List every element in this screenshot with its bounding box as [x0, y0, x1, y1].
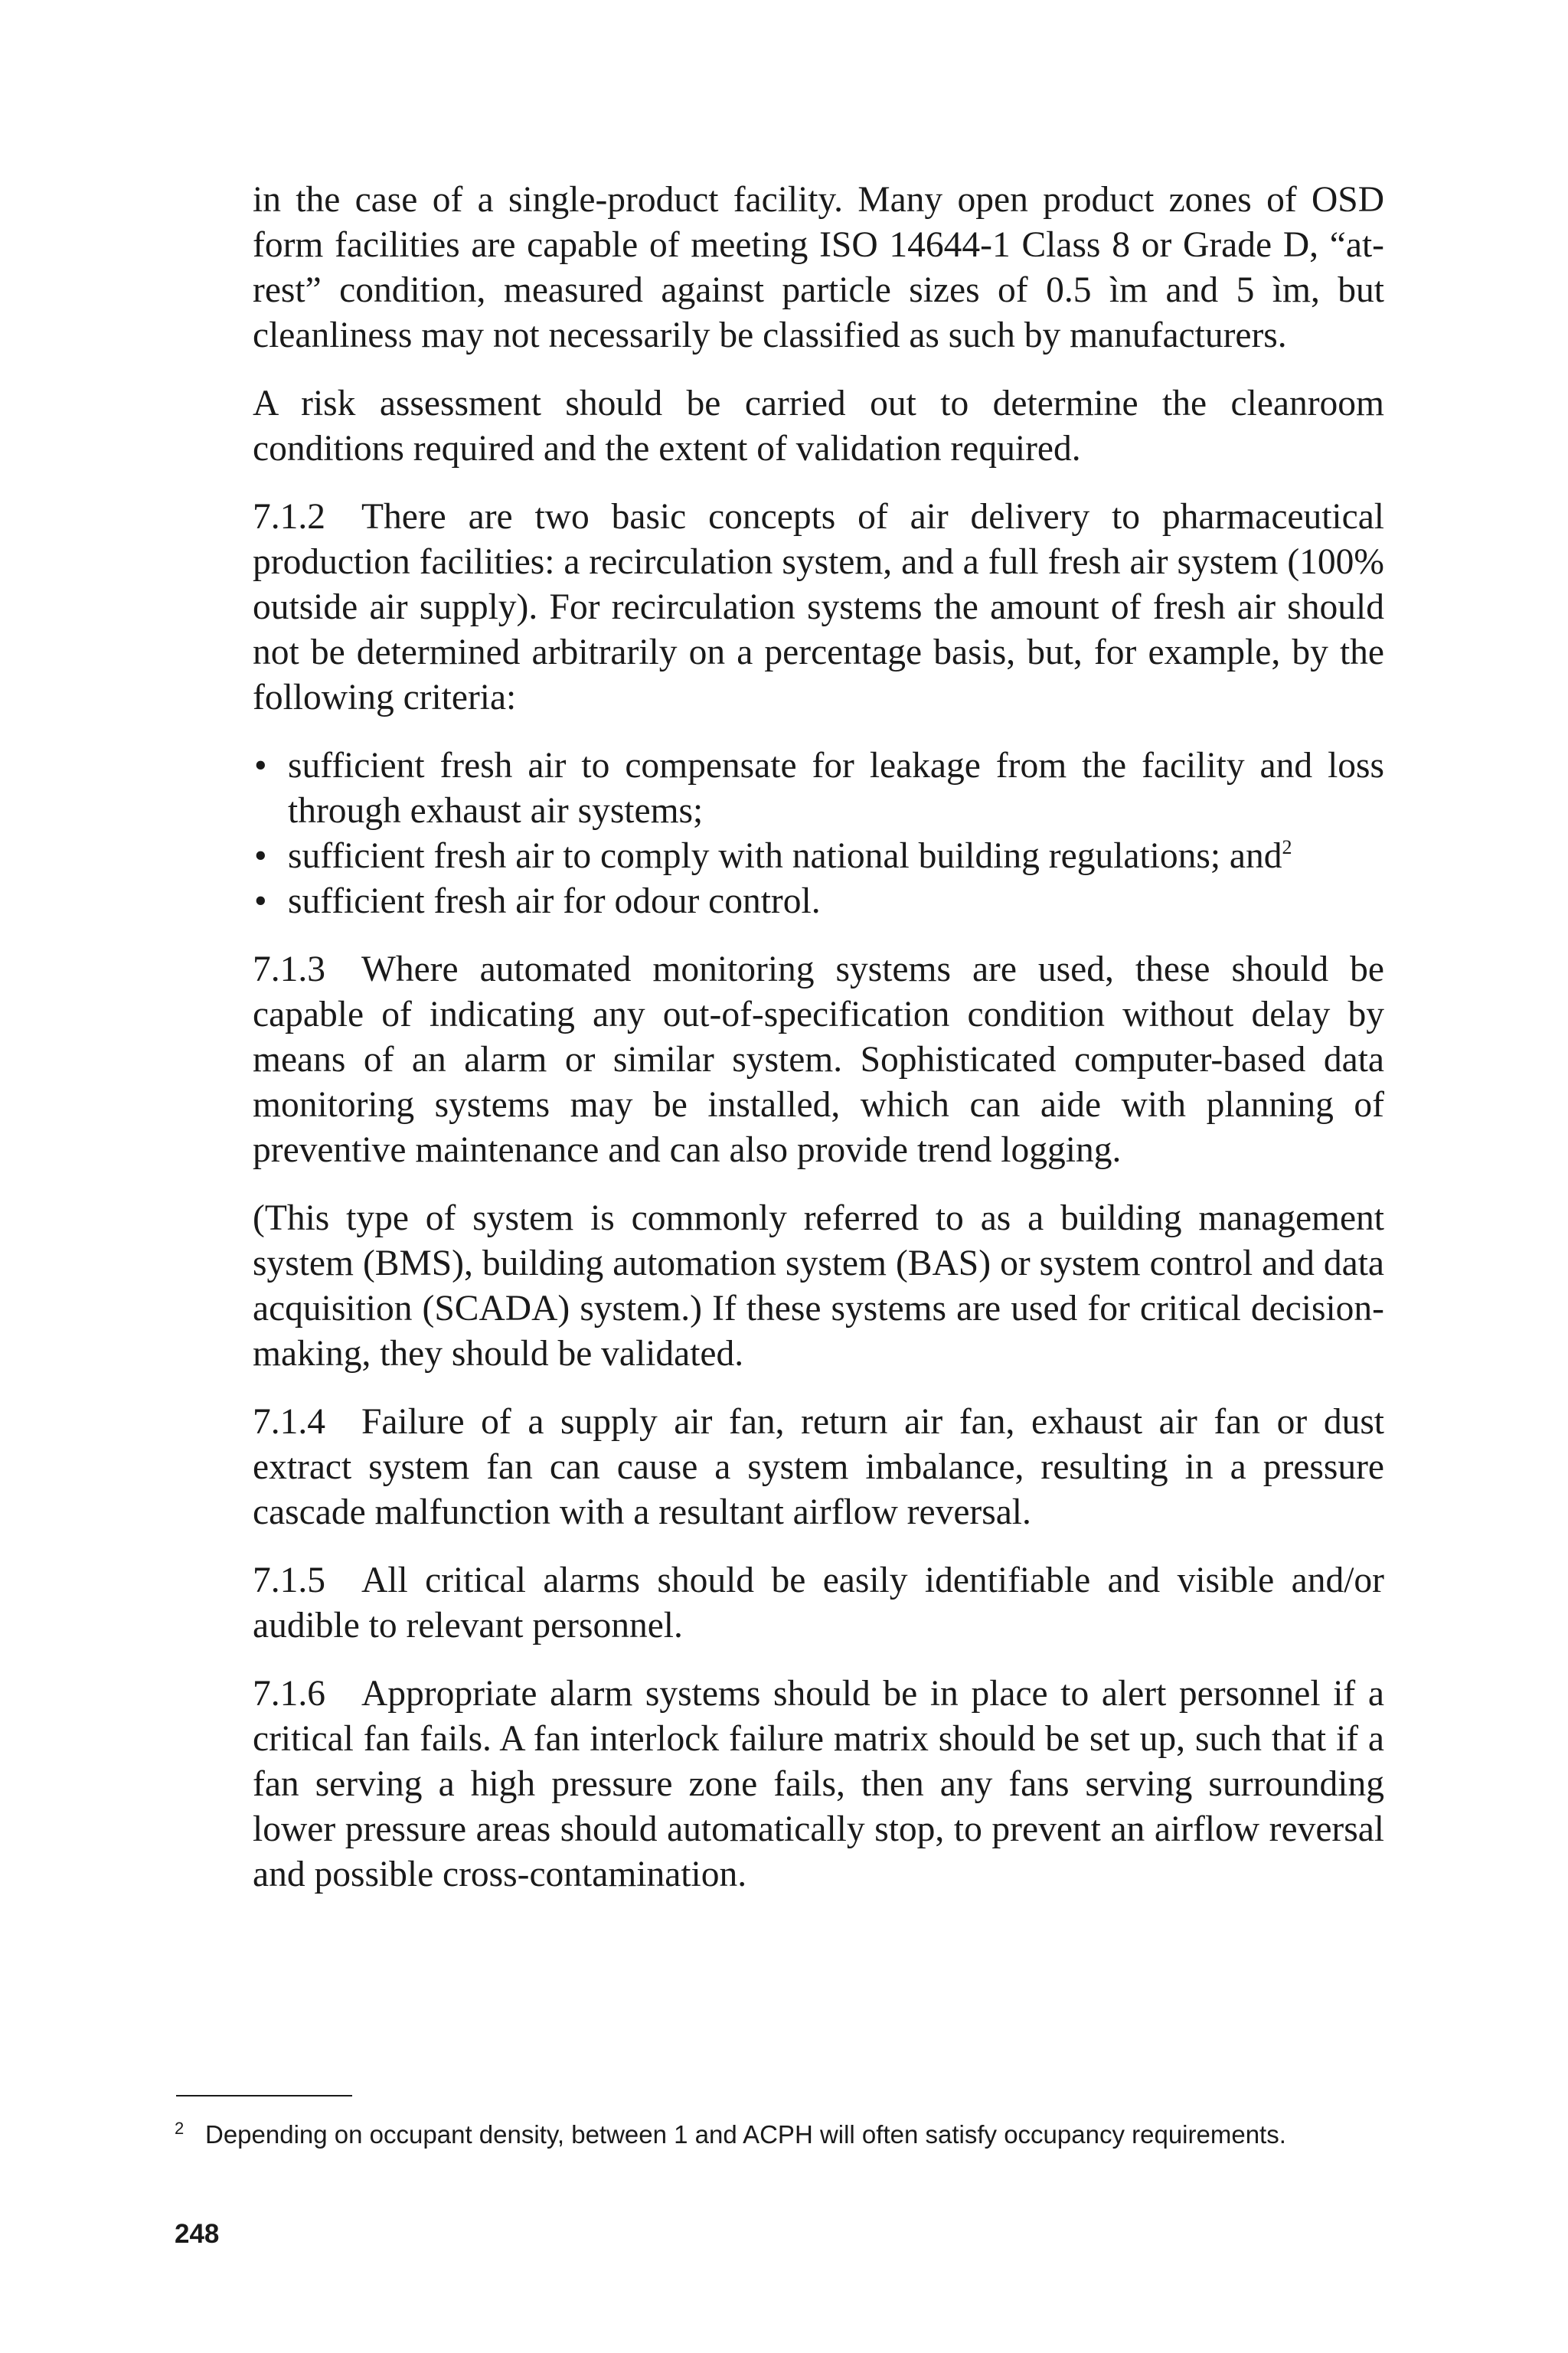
section-text: Appropriate alarm systems should be in place to alert personnel if a critical fan fails. A fan interlock failure matrix should be set up, such that if a fan serving a high pressure zone fails, then any fans serving surrounding lower pressure areas should automatically stop, to prevent an airflow reversal and possible cross-contamination. — [253, 1674, 1384, 1894]
paragraph-text: (This type of system is commonly referred to as a building management system (BMS), building automation system (BAS) or system control and data acquisition (SCADA) system.) If these systems are used for critical decision-making, they should be validated. — [253, 1198, 1384, 1374]
section-7-1-6 — [253, 1672, 1384, 1897]
section-7-1-4 — [253, 1400, 1384, 1535]
footnote: 2 Depending on occupant density, between 1 and ACPH will often satisfy occupancy requirements. — [175, 2119, 1286, 2149]
section-7-1-2 — [253, 495, 1384, 721]
list-item — [253, 879, 1384, 924]
paragraph-text: A risk assessment should be carried out to determine the cleanroom conditions required and the extent of validation required. — [253, 384, 1384, 469]
list-item-text: sufficient fresh air to compensate for leakage from the facility and loss through exhaust air systems; — [288, 746, 1384, 831]
list-item — [253, 743, 1384, 834]
paragraph-text: in the case of a single-product facility. Many open product zones of OSD form facilities are capable of meeting ISO 14644-1 Class 8 or Grade D, “at-rest” condition, measured against particle sizes of 0.5 ìm and 5 ìm, but cleanliness may not necessarily be classified as such by manufacturers. — [253, 180, 1384, 355]
list-item-text: sufficient fresh air for odour control. — [288, 881, 821, 921]
section-number: 7.1.4 — [253, 1402, 325, 1442]
page-number: 248 — [175, 2219, 220, 2249]
bullet-marker: • — [254, 881, 267, 921]
section-text: Failure of a supply air fan, return air fan, exhaust air fan or dust extract system fan can cause a system imbalance, resulting in a pressure cascade malfunction with a resultant airflow reversal. — [253, 1402, 1384, 1532]
section-number: 7.1.5 — [253, 1560, 325, 1600]
paragraph-risk-assessment — [253, 381, 1384, 472]
paragraph-cleanliness — [253, 178, 1384, 358]
list-item-text: sufficient fresh air to comply with national building regulations; and — [288, 836, 1282, 876]
section-number: 7.1.3 — [253, 949, 325, 989]
section-text: There are two basic concepts of air delivery to pharmaceutical production facilities: a recirculation system, and a full fresh air system (100% outside air supply). For recirculation systems the amount of fresh air should not be determined arbitrarily on a percentage basis, but, for example, by the following criteria: — [253, 497, 1384, 717]
list-item — [253, 834, 1384, 879]
section-text: Where automated monitoring systems are used, these should be capable of indicating any out-of-specification condition without delay by means of an alarm or similar system. Sophisticated computer-based data monitoring systems may be installed, which can aide with planning of preventive maintenance and can also provide trend logging. — [253, 949, 1384, 1170]
paragraph-bms — [253, 1196, 1384, 1377]
section-7-1-5 — [253, 1558, 1384, 1649]
section-number: 7.1.6 — [253, 1674, 325, 1714]
fresh-air-criteria-list — [253, 743, 1384, 924]
section-number: 7.1.2 — [253, 497, 325, 537]
section-7-1-3 — [253, 947, 1384, 1173]
footnote-text: Depending on occupant density, between 1 and ACPH will often satisfy occupancy requirements. — [205, 2120, 1286, 2149]
bullet-marker: • — [254, 836, 267, 876]
body-text — [253, 178, 1384, 1920]
footnote-divider — [176, 2095, 352, 2096]
section-text: All critical alarms should be easily identifiable and visible and/or audible to relevant personnel. — [253, 1560, 1384, 1645]
footnote-reference[interactable]: 2 — [1282, 836, 1292, 858]
bullet-marker: • — [254, 746, 267, 786]
